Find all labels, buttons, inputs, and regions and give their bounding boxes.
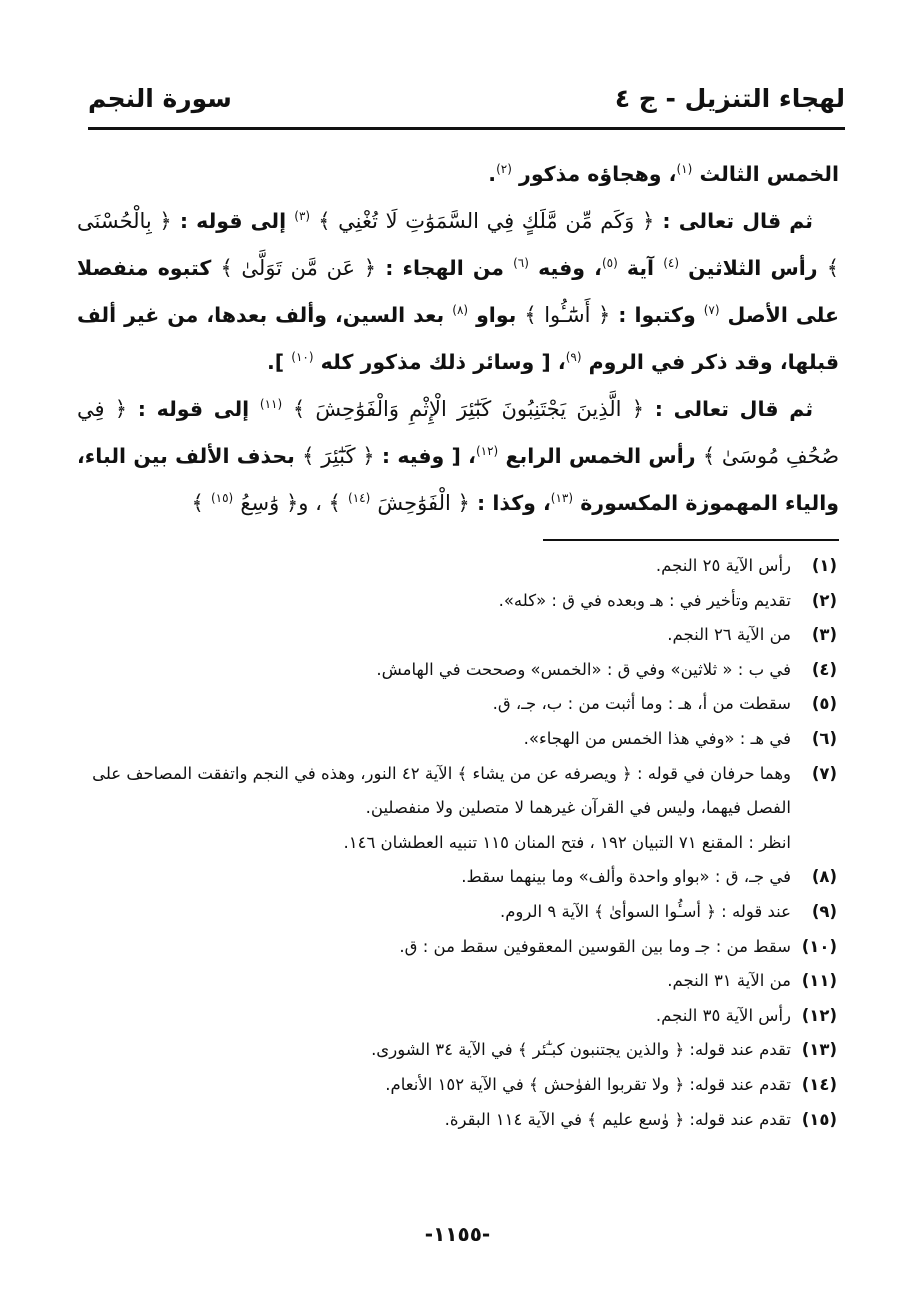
text-span: ، وهجاؤه مذكور [519, 162, 677, 186]
footnote-text: سقطت من أ، هـ : وما أثبت من : ب، جـ، ق. [492, 694, 791, 714]
text-span: ﴾ [191, 491, 204, 515]
footnote-rule [543, 539, 839, 541]
text-span: ثم قال تعالى : [654, 397, 814, 421]
text-span: إلى قوله : [137, 397, 250, 421]
paragraph-2 [77, 198, 839, 386]
footnote-number: (٨) [811, 867, 837, 887]
footnote [77, 1033, 837, 1068]
text-span: بعد السين، وألف بعدها، من غير ألف قبلها، وقد ذكر في الروم [77, 303, 839, 374]
text-span: ، [ وفيه : [381, 444, 476, 468]
footnote-ref: (١) [676, 162, 693, 177]
paragraph-1 [77, 151, 839, 198]
text-span: . [488, 162, 497, 186]
text-span: ، [ وسائر ذلك مذكور كله [320, 350, 566, 374]
footnote-number: (٩) [811, 901, 837, 921]
text-span: ، وكذا : [477, 491, 551, 515]
footnote [77, 618, 837, 653]
footnote-number: (٥) [811, 694, 837, 714]
footnote-text-block [77, 757, 791, 861]
footnote-number: (٦) [811, 728, 837, 748]
footnote-text: من الآية ٣١ النجم. [667, 971, 791, 991]
footnote-number: (١٠) [801, 936, 837, 956]
text-span: ]. [266, 350, 285, 374]
quran-quote: ﴿ عَن مَّن تَوَلَّىٰ ﴾ [220, 256, 377, 280]
quran-quote: ﴿ الَّذِينَ يَجْتَنِبُونَ كَبَٰٓئِرَ الْإِثْمِ وَالْفَوَٰحِشَ ﴾ [292, 397, 645, 421]
text-span: إلى قوله : [179, 209, 287, 233]
text-span: ، وفيه [538, 256, 602, 280]
footnote-number: (١٣) [801, 1040, 837, 1060]
footnote-text: رأس الآية ٣٥ النجم. [655, 1005, 791, 1025]
book-title: لهجاء التنزيل - ج ٤ [614, 84, 845, 113]
footnote-number: (١٢) [801, 1005, 837, 1025]
footnote-ref: (١٥) [210, 491, 234, 506]
footnote-number: (١١) [801, 971, 837, 991]
text-span: الخمس الثالث [699, 162, 839, 186]
paragraph-3 [77, 386, 839, 527]
footnote-number: (١٤) [801, 1074, 837, 1094]
text-span: كتبوه منفصلا على الأصل [77, 256, 840, 327]
main-text [77, 151, 839, 527]
footnote [77, 964, 837, 999]
footnotes [77, 549, 837, 1137]
quran-quote: ﴿ وَٰسِعُ [240, 491, 299, 515]
text-span: من الهجاء : [385, 256, 504, 280]
quran-quote: ﴿ وَكَم مِّن مَّلَكٍ فِي السَّمَوَٰتِ لَا تُغْنِي ﴾ [318, 209, 655, 233]
footnote-text: تقدم عند قوله: ﴿ ولا تقربوا الفوٰحش ﴾ في الآية ١٥٢ الأنعام. [385, 1074, 791, 1094]
footnote-ref: (٣) [294, 209, 311, 224]
footnote-number: (٤) [811, 659, 837, 679]
footnote [77, 895, 837, 930]
footnote [77, 930, 837, 965]
page-header [88, 84, 845, 120]
footnote-ref: (٢) [496, 162, 512, 177]
footnote-text: تقدم عند قوله: ﴿ وٰسع عليم ﴾ في الآية ١١٤ البقرة. [444, 1109, 791, 1129]
footnote [77, 999, 837, 1034]
footnote-text: في هـ : «وفي هذا الخمس من الهجاء». [523, 728, 791, 748]
footnote-text: في جـ، ق : «بواو واحدة وألف» وما بينهما سقط. [461, 867, 791, 887]
footnote [77, 584, 837, 619]
header-rule [88, 127, 845, 130]
text-span: آية [626, 256, 655, 280]
quran-quote: ﴿ أَسَٰٓـُٔوا ﴾ [524, 303, 611, 327]
footnote [77, 1068, 837, 1103]
footnote-text: وهما حرفان في قوله : ﴿ ويصرفه عن من يشاء ﴾ الآية ٤٢ النور، وهذه في النجم واتفقت المصاحف على الفصل فيهما، وليس في القرآن غيرهما لا متصلين ولا منفصلين. [92, 763, 791, 818]
text-span: بواو [476, 303, 517, 327]
quran-quote: ﴿ بِالْحُسْنَى ﴾ [77, 209, 840, 280]
footnote-ref: (٧) [703, 303, 720, 318]
footnote-text: تقديم وتأخير في : هـ وبعده في ق : «كله». [498, 590, 791, 610]
footnote-ref: (١١) [259, 397, 283, 412]
footnote-ref: (١٢) [475, 444, 499, 459]
footnote-ref: (٩) [565, 350, 582, 365]
quran-quote: ﴿ كَبَٰٓئِرَ ﴾ [302, 444, 375, 468]
footnote [77, 757, 837, 861]
page-number: -١١٥٥- [424, 1222, 491, 1246]
footnote-ref: (١٤) [348, 491, 371, 506]
surah-title: سورة النجم [88, 84, 232, 113]
footnote-text: رأس الآية ٢٥ النجم. [655, 556, 791, 575]
footnote [77, 549, 837, 584]
quran-quote: ﴿ الْفَوَٰحِشَ [377, 491, 470, 515]
footnote-number: (٧) [811, 763, 837, 783]
text-span: رأس الثلاثين [688, 256, 818, 280]
footnote-ref: (٨) [452, 303, 469, 318]
footnote [77, 860, 837, 895]
footnote-text: تقدم عند قوله: ﴿ والذين يجتنبون كبـٰٓئر ﴾ في الآية ٣٤ الشورى. [371, 1040, 791, 1060]
footnote-text: عند قوله : ﴿ أسـُٔوا السوأىٰ ﴾ الآية ٩ الروم. [499, 901, 791, 921]
footnote-reference-text: انظر : المقنع ٧١ التبيان ١٩٢ ، فتح المنان ١١٥ تنبيه العطشان ١٤٦. [343, 832, 791, 852]
footnote [77, 1103, 837, 1138]
footnote-ref: (١٣) [550, 491, 574, 506]
text-span: بحذف الألف بين الباء، والياء المهموزة المكسورة [77, 444, 839, 515]
footnote-number: (١) [811, 556, 837, 575]
text-span: وكتبوا : [618, 303, 696, 327]
footnote-ref: (٥) [601, 256, 618, 271]
footnote [77, 653, 837, 688]
text-span: ثم قال تعالى : [662, 209, 813, 233]
footnote [77, 722, 837, 757]
quran-quote: ﴿ فِي صُحُفِ مُوسَىٰ ﴾ [77, 397, 840, 468]
footnote-text: سقط من : جـ وما بين القوسين المعقوفين سقط من : ق. [399, 936, 791, 956]
footnote-ref: (١٠) [291, 350, 314, 365]
footnote-text: في ب : « ثلاثين» وفي ق : «الخمس» وصححت في الهامش. [376, 659, 791, 679]
footnote-text: من الآية ٢٦ النجم. [667, 625, 791, 645]
footnote-number: (٢) [811, 590, 837, 610]
footnote-number: (٣) [811, 625, 837, 645]
text-span: ﴾ ، و [298, 491, 341, 515]
text-span: رأس الخمس الرابع [505, 444, 696, 468]
footnote-number: (١٥) [801, 1109, 837, 1129]
footnote [77, 687, 837, 722]
footnote-ref: (٦) [513, 256, 529, 271]
footnote-ref: (٤) [663, 256, 680, 271]
